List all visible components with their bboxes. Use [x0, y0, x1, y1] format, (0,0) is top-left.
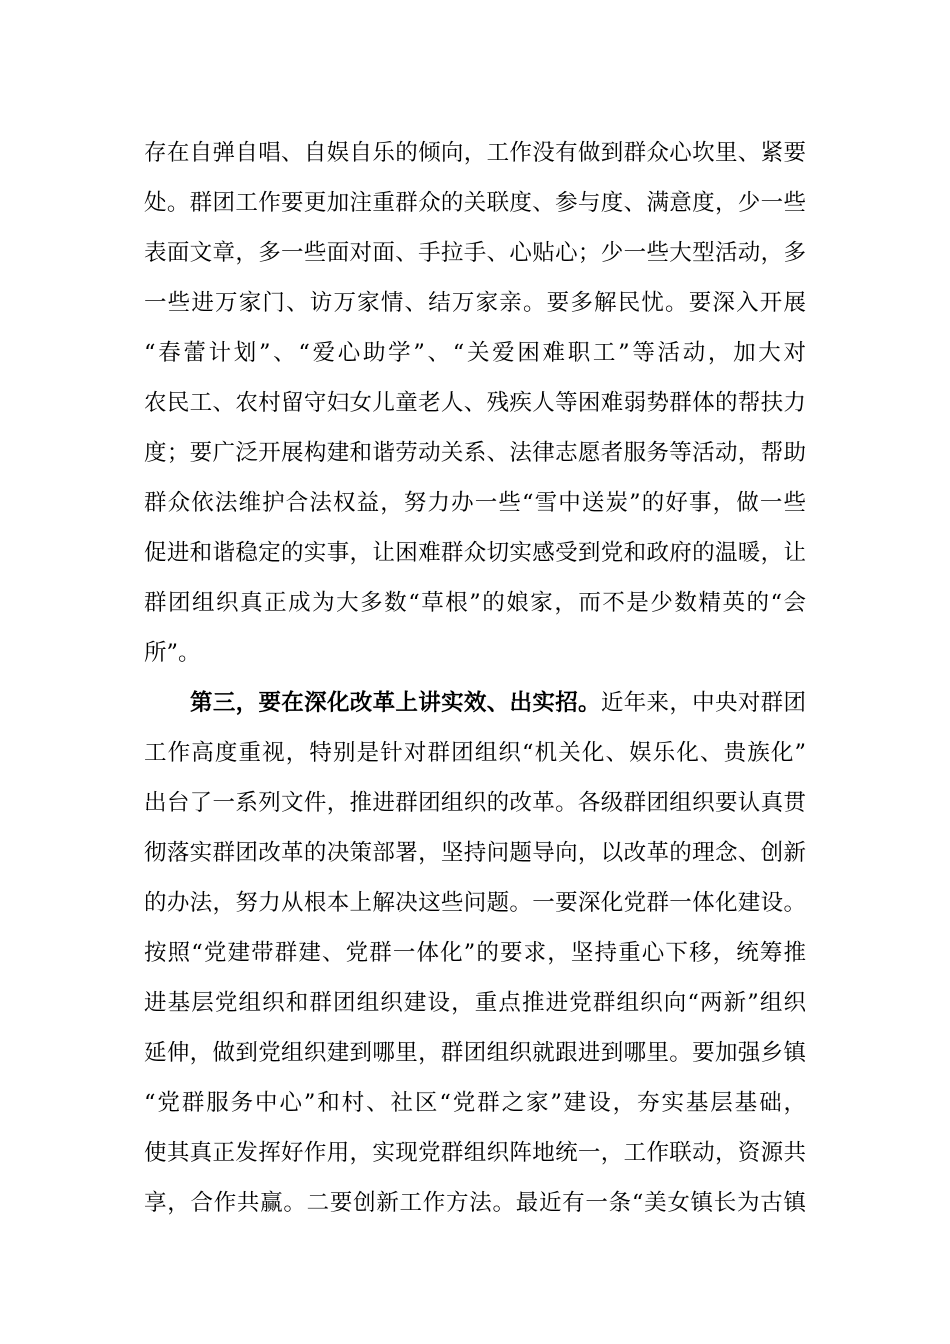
text-line: 促进和谐稳定的实事，让困难群众切实感受到党和政府的温暖，让: [144, 540, 806, 566]
text-line: 处。群团工作要更加注重群众的关联度、参与度、满意度，少一些: [144, 190, 806, 216]
text-line: 出台了一系列文件，推进群团组织的改革。各级群团组织要认真贯: [144, 790, 806, 816]
text-line: 群团组织真正成为大多数“草根”的娘家，而不是少数精英的“会: [144, 590, 806, 616]
text-line: 存在自弹自唱、自娱自乐的倾向，工作没有做到群众心坎里、紧要: [144, 140, 806, 166]
text-line: 享，合作共赢。二要创新工作方法。最近有一条“美女镇长为古镇: [144, 1190, 806, 1216]
text-line: 一些进万家门、访万家情、结万家亲。要多解民忧。要深入开展: [144, 290, 806, 316]
section-first-line: [144, 678, 806, 728]
text-line: 群众依法维护合法权益，努力办一些“雪中送炭”的好事，做一些: [144, 490, 806, 516]
text-line: 度；要广泛开展构建和谐劳动关系、法律志愿者服务等活动，帮助: [144, 440, 806, 466]
text-line: 工作高度重视，特别是针对群团组织“机关化、娱乐化、贵族化”: [144, 740, 806, 766]
body-text: [144, 128, 806, 1228]
section-heading: 第三，要在深化改革上讲实效、出实招。: [190, 690, 601, 716]
text-line: 延伸，做到党组织建到哪里，群团组织就跟进到哪里。要加强乡镇: [144, 1040, 806, 1066]
text-line: 按照“党建带群建、党群一体化”的要求，坚持重心下移，统筹推: [144, 940, 806, 966]
section-first-line-rest: 近年来，中央对群团: [600, 690, 806, 716]
text-line: 表面文章，多一些面对面、手拉手、心贴心；少一些大型活动，多: [144, 240, 806, 266]
text-line: 农民工、农村留守妇女儿童老人、残疾人等困难弱势群体的帮扶力: [144, 390, 806, 416]
text-line: 彻落实群团改革的决策部署，坚持问题导向，以改革的理念、创新: [144, 840, 806, 866]
text-line: 进基层党组织和群团组织建设，重点推进党群组织向“两新”组织: [144, 990, 806, 1016]
text-line: “党群服务中心”和村、社区“党群之家”建设，夯实基层基础，: [144, 1090, 806, 1116]
text-line: 的办法，努力从根本上解决这些问题。一要深化党群一体化建设。: [144, 890, 806, 916]
text-line: 所”。: [144, 640, 201, 666]
text-line: “春蕾计划”、“爱心助学”、“关爱困难职工”等活动，加大对: [144, 340, 806, 366]
text-line: 使其真正发挥好作用，实现党群组织阵地统一，工作联动，资源共: [144, 1140, 806, 1166]
